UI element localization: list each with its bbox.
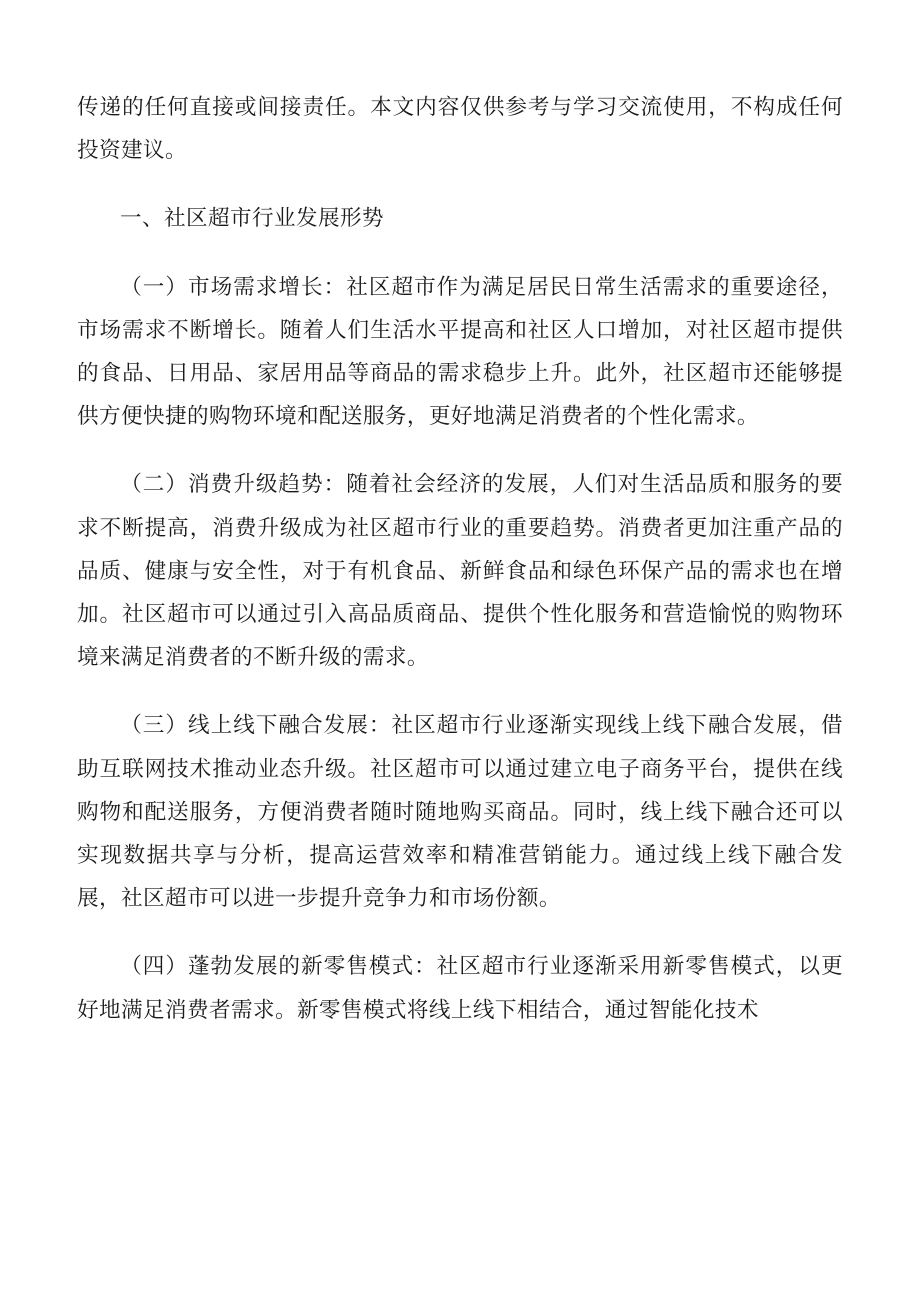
body-paragraph-market-demand: （一）市场需求增长：社区超市作为满足居民日常生活需求的重要途径，市场需求不断增长。随着人们生活水平提高和社区人口增加，对社区超市提供的食品、日用品、家居用品等商品的需求稳步上升。此外，社区超市还能够提供方便快捷的购物环境和配送服务，更好地满足消费者的个性化需求。: [77, 274, 843, 430]
section-heading: 一、社区超市行业发展形势: [120, 206, 384, 232]
body-paragraph-consumption-upgrade: （二）消费升级趋势：随着社会经济的发展，人们对生活品质和服务的要求不断提高，消费升级成为社区超市行业的重要趋势。消费者更加注重产品的品质、健康与安全性，对于有机食品、新鲜食品和绿色环保产品的需求也在增加。社区超市可以通过引入高品质商品、提供个性化服务和营造愉悦的购物环境来满足消费者的不断升级的需求。: [77, 472, 843, 671]
body-paragraph-online-offline: （三）线上线下融合发展：社区超市行业逐渐实现线上线下融合发展，借助互联网技术推动业态升级。社区超市可以通过建立电子商务平台，提供在线购物和配送服务，方便消费者随时随地购买商品。同时，线上线下融合还可以实现数据共享与分析，提高运营效率和精准营销能力。通过线上线下融合发展，社区超市可以进一步提升竞争力和市场份额。: [77, 713, 843, 912]
paragraph-gap: [77, 241, 843, 266]
paragraph-gap: [77, 172, 843, 197]
body-paragraph-new-retail: （四）蓬勃发展的新零售模式：社区超市行业逐渐采用新零售模式，以更好地满足消费者需求。新零售模式将线上线下相结合，通过智能化技术: [77, 954, 843, 1023]
paragraph-gap: [77, 920, 843, 945]
document-page: [77, 86, 843, 1032]
paragraph-gap: [77, 679, 843, 704]
paragraph-gap: [77, 438, 843, 463]
disclaimer-paragraph: 传递的任何直接或间接责任。本文内容仅供参考与学习交流使用，不构成任何投资建议。: [77, 95, 843, 164]
